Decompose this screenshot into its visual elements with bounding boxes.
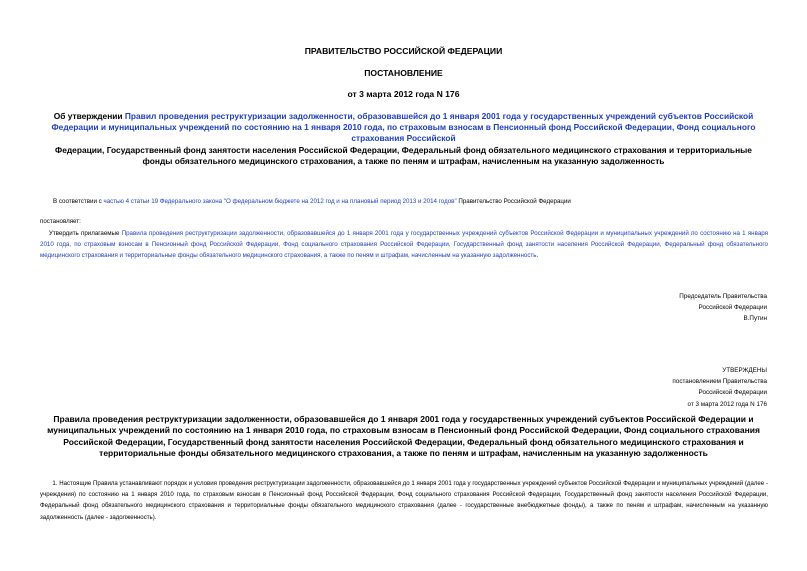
approved-country: Российской Федерации [698,389,767,397]
preamble-prefix: В соответствии с [53,198,104,205]
date-number-heading: от 3 марта 2012 года N 176 [347,89,460,99]
preamble [53,197,773,207]
approve-rules-link[interactable]: Правила проведения реструктуризации задолженности, образовавшейся до 1 января 2001 года у государственных учреждений субъектов Российской Федерации и муниципальных учреждений по состоянию на 1 января 2010 года, по страховым взносам в Пенсионный фонд Российской Федерации, Фонд социального страхования Российской Федерации, Государственный фонд занятости населения Российской Федерации, Федеральный фонд обязательного медицинского страхования и территориальные фонды обязательного медицинского страхования, а также по пеням и штрафам, начисленным на указанную задолженность [40,230,768,259]
signature-country: Российской Федерации [698,304,767,312]
title-suffix: Федерации, Государственный фонд занятости населения Российской Федерации, Федеральный фонд обязательного медицинского страхования и территориальные фонды обязательного медицинского страхования, а также по пеням и штрафам, начисленным на указанную задолженность [55,144,752,166]
rules-title: Правила проведения реструктуризации задолженности, образовавшейся до 1 января 2001 года у государственных учреждений субъектов Российской Федерации и муниципальных учреждений по состоянию на 1 января 2010 года, по страховым взносам в Пенсионный фонд Российской Федерации, Фонд социального страхования Российской Федерации, Государственный фонд занятости населения Российской Федерации, Федеральный фонд обязательного медицинского страхования и территориальные фонды обязательного медицинского страхования, а также по пеням и штрафам, начисленным на указанную задолженность [47,414,760,459]
approved-date: от 3 марта 2012 года N 176 [687,400,767,408]
document-type-heading: ПОСТАНОВЛЕНИЕ [364,68,443,78]
approve-prefix: Утвердить прилагаемые [48,230,122,237]
document-title [40,111,767,167]
approved-word: УТВЕРЖДЕНЫ [722,367,767,374]
rule-1-paragraph [40,478,768,523]
government-heading: ПРАВИТЕЛЬСТВО РОССИЙСКОЙ ФЕДЕРАЦИИ [304,46,503,56]
title-prefix: Об утверждении [53,111,125,121]
approve-paragraph [40,229,768,261]
approved-stamp-block [672,365,767,410]
preamble-law-link[interactable]: частью 4 статьи 19 Федерального закона "О федеральном бюджете на 2012 год и на плановый период 2013 и 2014 годов" [103,198,457,205]
signature-position: Председатель Правительства [679,293,767,300]
rule-1-text: 1. Настоящие Правила устанавливают порядок и условия проведения реструктуризации задолженности, образовавшейся до 1 января 2001 года у государственных учреждений субъектов Российской Федерации и муниципальных учреждений (далее - учреждения) по состоянию на 1 января 2010 года, по страховым взносам в Пенсионный фонд Российской Федерации, Фонд социального страхования Российской Федерации, Государственный фонд занятости населения Российской Федерации, Федеральный фонд обязательного медицинского страхования и территориальные фонды обязательного медицинского страхования (далее - государственные внебюджетные фонды), а также по пеням и штрафам, начисленным на указанную задолженность (далее - задолженность). [40,480,768,521]
approve-suffix: . [536,251,539,259]
approved-by: постановлением Правительства [672,378,767,386]
preamble-suffix: Правительство Российской Федерации [456,198,571,205]
resolves-word: постановляет: [40,218,81,225]
signature-name: В.Путин [743,315,767,323]
title-rules-link[interactable]: Правил проведения реструктуризации задолженности, образовавшейся до 1 января 2001 года у государственных учреждений субъектов Российской Федерации и муниципальных учреждений по состоянию на 1 января 2010 года, по страховым взносам в Пенсионный фонд Российской Федерации, Фонд социального страхования Российской [51,111,756,144]
signature-block [679,291,767,325]
